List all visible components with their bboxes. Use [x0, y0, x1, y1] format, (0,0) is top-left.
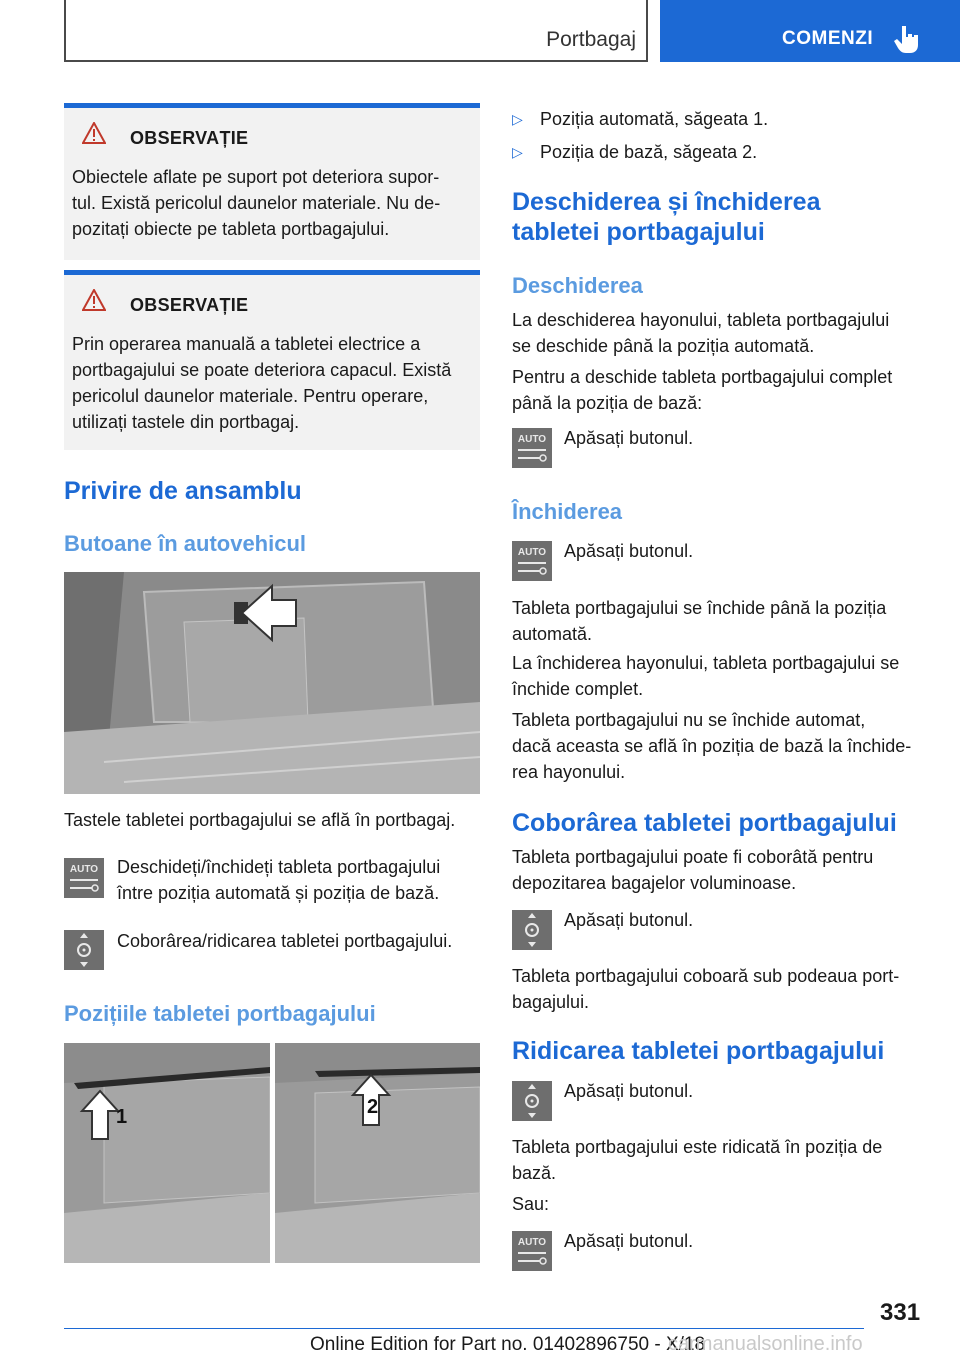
notice-box-2 — [64, 270, 480, 450]
notice-line: utilizați tastele din portbagaj. — [72, 412, 300, 432]
svg-text:AUTO: AUTO — [69, 864, 99, 875]
heading-opening: Deschiderea — [512, 273, 643, 298]
lower-raise-button-icon — [512, 910, 552, 950]
heading-buttons-in-vehicle: Butoane în autovehicul — [64, 531, 307, 556]
heading-open-close — [512, 187, 820, 247]
photo-trunk-buttons — [64, 572, 480, 794]
warning-triangle-icon — [82, 122, 106, 144]
heading-closing: Închiderea — [512, 499, 623, 524]
text-line: Tableta portbagajului coboară sub podeaua port- — [512, 966, 900, 986]
trunk-illustration — [64, 572, 480, 794]
text-line: Tableta portbagajului se închide până la poziția — [512, 598, 887, 618]
text-line: bază. — [512, 1163, 557, 1183]
pointing-hand-icon — [894, 24, 920, 54]
press-button-text: Apăsați butonul. — [564, 1081, 694, 1101]
press-button-text: Apăsați butonul. — [564, 1231, 694, 1251]
header-section-box — [64, 0, 648, 62]
text-or: Sau: — [512, 1194, 550, 1214]
footer-divider — [64, 1328, 864, 1329]
auto-button-icon — [512, 1231, 552, 1271]
paragraph-open-1 — [512, 307, 889, 359]
auto-button-icon — [64, 858, 104, 898]
auto-button-icon — [512, 428, 552, 468]
paragraph-lower-1 — [512, 844, 873, 896]
text-line: Tableta portbagajului este ridicată în poziția de — [512, 1137, 883, 1157]
bullet-triangle-icon: ▷ — [512, 111, 523, 127]
notice-line: pericolul daunelor materiale. Pentru operare, — [72, 386, 429, 406]
heading-line: tabletei portbagajului — [512, 218, 765, 246]
button-desc-lower-raise: Coborârea/ridicarea tabletei portbagajului. — [117, 931, 453, 951]
bullet-auto-position — [512, 106, 932, 132]
notice-box-1 — [64, 103, 480, 260]
text-line: depozitarea bagajelor voluminoase. — [512, 873, 797, 893]
heading-lowering: Coborârea tabletei portbagajului — [512, 809, 897, 837]
text-line: La deschiderea hayonului, tableta portbagajului — [512, 310, 890, 330]
marker-2: 2 — [367, 1096, 379, 1118]
button-desc-auto — [117, 854, 440, 906]
svg-text:AUTO: AUTO — [517, 434, 547, 445]
bullet-text: Poziția de bază, săgeata 2. — [540, 142, 758, 162]
paragraph-close-3 — [512, 707, 911, 785]
caption-buttons-location: Tastele tabletei portbagajului se află în portbagaj. — [64, 810, 456, 830]
header-tab-commands[interactable] — [660, 0, 960, 62]
text-line: Tableta portbagajului poate fi coborâtă pentru — [512, 847, 874, 867]
text-line: se deschide până la poziția automată. — [512, 336, 815, 356]
auto-button-icon — [512, 541, 552, 581]
svg-text:AUTO: AUTO — [517, 1237, 547, 1248]
photo-position-base — [275, 1043, 480, 1263]
notice-line: portbagajului se poate deteriora capacul. Există — [72, 360, 452, 380]
svg-text:AUTO: AUTO — [517, 547, 547, 558]
notice-line: pozitați obiecte pe tableta portbagajului. — [72, 219, 390, 239]
text-line: până la poziția de bază: — [512, 393, 703, 413]
heading-tablet-positions: Pozițiile tabletei portbagajului — [64, 1001, 376, 1026]
marker-1: 1 — [116, 1106, 128, 1128]
lower-raise-button-icon — [64, 930, 104, 970]
paragraph-lower-2 — [512, 963, 899, 1015]
text-line: Tableta portbagajului nu se închide automat, — [512, 710, 866, 730]
text-line: rea hayonului. — [512, 762, 626, 782]
footer-edition: Online Edition for Part no. 01402896750 - X/18 — [310, 1334, 706, 1355]
heading-overview: Privire de ansamblu — [64, 477, 302, 505]
footer-watermark: carmanualsonline.info — [668, 1333, 863, 1355]
paragraph-raise-1 — [512, 1134, 882, 1186]
notice-line: Prin operarea manuală a tabletei electrice a — [72, 334, 421, 354]
photo-position-auto — [64, 1043, 270, 1263]
text-line: bagajului. — [512, 992, 590, 1012]
notice-text — [72, 164, 466, 242]
bullet-base-position — [512, 139, 932, 165]
warning-triangle-icon — [82, 289, 106, 311]
text-line: Deschideți/închideți tableta portbagajului — [117, 857, 441, 877]
text-line: între poziția automată și poziția de bază. — [117, 883, 440, 903]
header-tab-label: COMENZI — [782, 28, 874, 49]
paragraph-close-1 — [512, 595, 886, 647]
text-line: Pentru a deschide tableta portbagajului complet — [512, 367, 893, 387]
notice-line: tul. Există pericolul daunelor materiale. Nu de- — [72, 193, 441, 213]
paragraph-open-2 — [512, 364, 892, 416]
press-button-text: Apăsați butonul. — [564, 428, 694, 448]
heading-line: Deschiderea și închiderea — [512, 188, 821, 216]
notice-title: OBSERVAȚIE — [130, 128, 249, 148]
header-section-title: Portbagaj — [546, 28, 636, 51]
bullet-triangle-icon: ▷ — [512, 144, 523, 160]
text-line: automată. — [512, 624, 593, 644]
press-button-text: Apăsați butonul. — [564, 541, 694, 561]
notice-line: Obiectele aflate pe suport pot deteriora supor- — [72, 167, 440, 187]
text-line: închide complet. — [512, 679, 644, 699]
heading-raising: Ridicarea tabletei portbagajului — [512, 1037, 885, 1065]
notice-text — [72, 331, 466, 435]
paragraph-close-2 — [512, 650, 899, 702]
text-line: La închiderea hayonului, tableta portbagajului se — [512, 653, 900, 673]
page-number: 331 — [880, 1299, 921, 1326]
bullet-text: Poziția automată, săgeata 1. — [540, 109, 769, 129]
text-line: dacă aceasta se află în poziția de bază la închide- — [512, 736, 912, 756]
notice-title: OBSERVAȚIE — [130, 295, 249, 315]
press-button-text: Apăsați butonul. — [564, 910, 694, 930]
lower-raise-button-icon — [512, 1081, 552, 1121]
